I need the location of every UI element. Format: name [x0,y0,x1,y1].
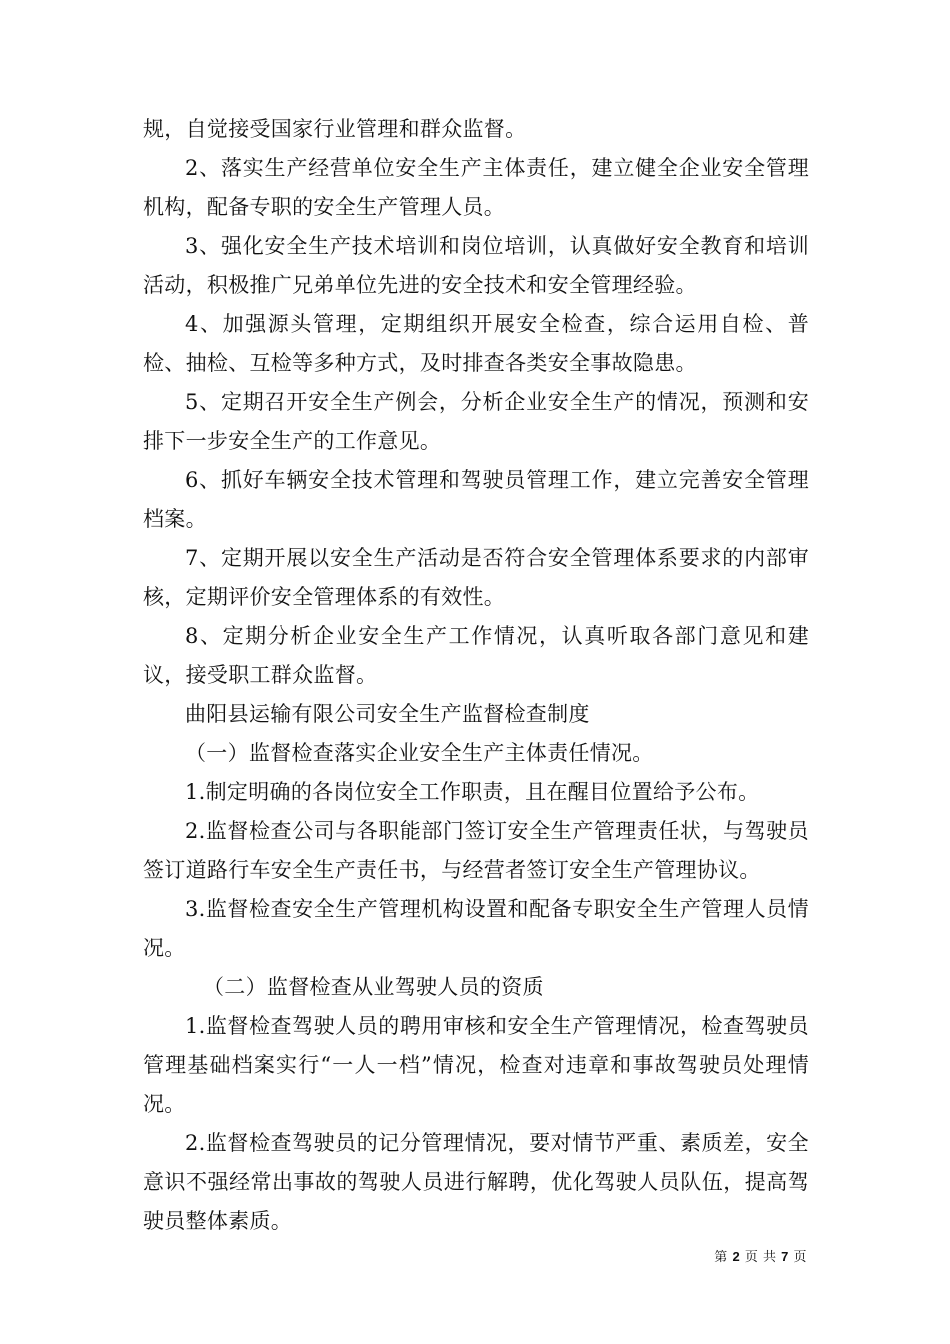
paragraph: 4、加强源头管理，定期组织开展安全检查，综合运用自检、普检、抽检、互检等多种方式，及时排查各类安全事故隐患。 [143,312,809,375]
paragraph: 1.监督检查驾驶人员的聘用审核和安全生产管理情况，检查驾驶员管理基础档案实行“一人一档”情况，检查对违章和事故驾驶员处理情况。 [143,1014,809,1116]
subsection-heading: （一）监督检查落实企业安全生产主体责任情况。 [185,741,654,765]
paragraph: 1.制定明确的各岗位安全工作职责，且在醒目位置给予公布。 [185,780,760,804]
paragraph: 5、定期召开安全生产例会，分析企业安全生产的情况，预测和安排下一步安全生产的工作意见。 [143,390,809,453]
subsection-heading: （二）监督检查从业驾驶人员的资质 [203,975,544,999]
footer-middle: 页 共 [744,1250,777,1265]
paragraph: 6、抓好车辆安全技术管理和驾驶员管理工作，建立完善安全管理档案。 [143,468,809,531]
paragraph: 规，自觉接受国家行业管理和群众监督。 [143,117,527,141]
paragraph: 2.监督检查公司与各职能部门签订安全生产管理责任状，与驾驶员签订道路行车安全生产责任书，与经营者签订安全生产管理协议。 [143,819,809,882]
section-title: 曲阳县运输有限公司安全生产监督检查制度 [185,702,590,726]
paragraph: 2.监督检查驾驶员的记分管理情况，要对情节严重、素质差，安全意识不强经常出事故的驾驶人员进行解聘，优化驾驶人员队伍，提高驾驶员整体素质。 [143,1131,809,1233]
paragraph: 3.监督检查安全生产管理机构设置和配备专职安全生产管理人员情况。 [143,897,809,960]
paragraph: 3、强化安全生产技术培训和岗位培训，认真做好安全教育和培训活动，积极推广兄弟单位先进的安全技术和安全管理经验。 [143,234,809,297]
footer-suffix: 页 [793,1250,807,1265]
paragraph: 8、定期分析企业安全生产工作情况，认真听取各部门意见和建议，接受职工群众监督。 [143,624,809,687]
paragraph: 7、定期开展以安全生产活动是否符合安全管理体系要求的内部审核，定期评价安全管理体系的有效性。 [143,546,809,609]
page-number-footer [714,1246,807,1265]
current-page-number: 2 [732,1249,741,1264]
total-pages-number: 7 [781,1249,789,1264]
footer-prefix: 第 [714,1250,728,1265]
paragraph: 2、落实生产经营单位安全生产主体责任，建立健全企业安全管理机构，配备专职的安全生产管理人员。 [143,156,809,219]
document-body [143,110,809,1241]
